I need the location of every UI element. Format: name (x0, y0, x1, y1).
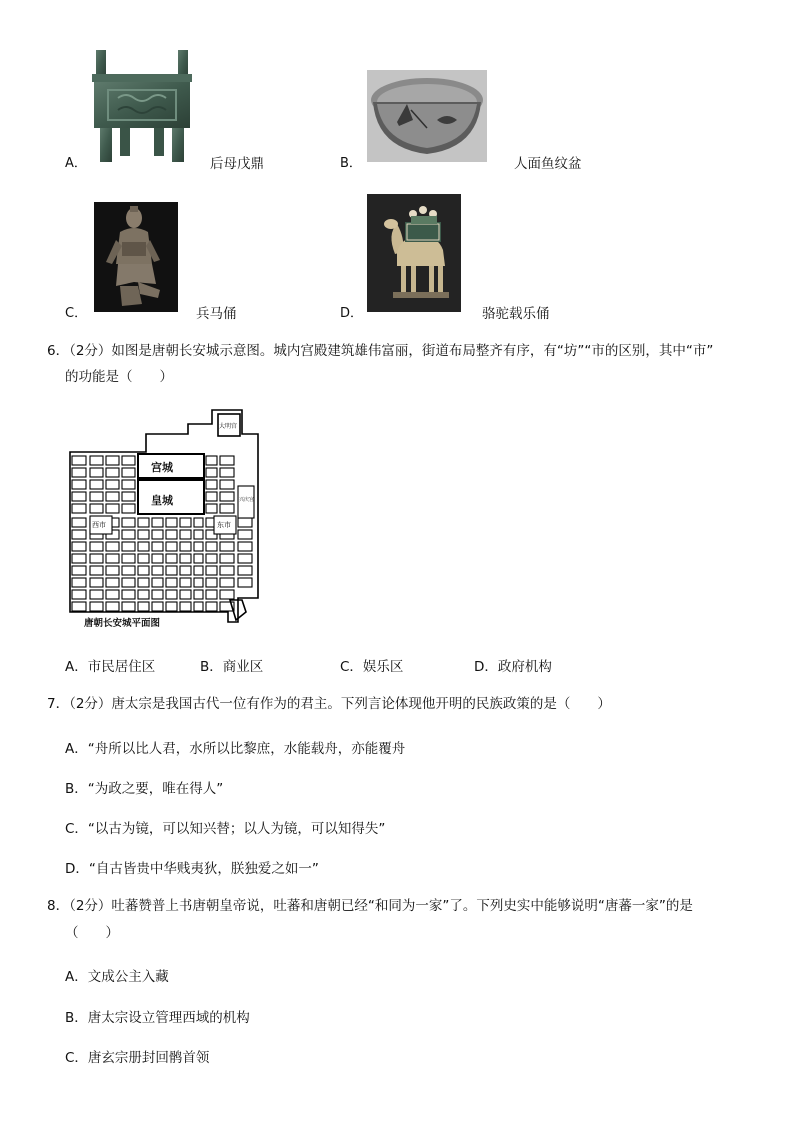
option-a: A．“舟所以比人君，水所以比黎庶，水能载舟，亦能覆舟 (65, 741, 406, 757)
city-ward (220, 566, 234, 575)
city-ward (122, 518, 135, 527)
city-map-graphic (66, 408, 264, 630)
city-ward (206, 590, 217, 599)
west-market-label: 西市 (92, 521, 106, 529)
city-ward (220, 542, 234, 551)
option-c: C．“以古为镜，可以知兴替；以人为镜，可以知得失” (65, 821, 386, 837)
city-ward (90, 578, 103, 587)
city-ward (194, 530, 203, 539)
city-ward (72, 554, 86, 563)
option-letter: A． (65, 156, 87, 171)
option-c: C．唐玄宗册封回鹘首领 (65, 1050, 210, 1066)
city-ward (220, 578, 234, 587)
city-ward (194, 590, 203, 599)
map-caption: 唐朝长安城平面图 (84, 618, 161, 629)
option-d: D．“自古皆贵中华贱夷狄，朕独爱之如一” (65, 861, 319, 877)
east-market-label: 东市 (217, 521, 231, 529)
city-ward (122, 554, 135, 563)
city-ward (106, 456, 119, 465)
city-ward (220, 468, 234, 477)
city-ward (90, 504, 103, 513)
option-letter: D． (340, 306, 364, 321)
painted-pottery-basin-icon (367, 70, 487, 162)
option-caption: 人面鱼纹盆 (514, 156, 582, 172)
city-ward (166, 554, 177, 563)
city-ward (106, 602, 119, 611)
bronze-ding-icon (88, 46, 196, 164)
option-letter: B． (340, 156, 362, 171)
city-ward (122, 530, 135, 539)
city-ward (72, 578, 86, 587)
city-ward (206, 566, 217, 575)
city-ward (194, 602, 203, 611)
terracotta-warrior-icon (94, 202, 178, 312)
city-ward (106, 542, 119, 551)
city-ward (138, 542, 149, 551)
city-ward (166, 542, 177, 551)
city-ward (238, 554, 252, 563)
option-b: B．商业区 (200, 659, 264, 675)
city-ward (138, 590, 149, 599)
city-ward (152, 590, 163, 599)
city-ward (206, 542, 217, 551)
city-ward (122, 542, 135, 551)
city-ward (180, 602, 191, 611)
city-ward (122, 480, 135, 489)
city-ward (152, 602, 163, 611)
city-ward (238, 518, 252, 527)
city-ward (180, 566, 191, 575)
option-b: B．唐太宗设立管理西域的机构 (65, 1010, 250, 1026)
city-ward (206, 554, 217, 563)
city-ward (238, 542, 252, 551)
city-ward (206, 492, 217, 501)
city-ward (90, 602, 103, 611)
city-ward (106, 468, 119, 477)
city-ward (180, 578, 191, 587)
city-ward (72, 468, 86, 477)
city-ward (106, 590, 119, 599)
daming-palace-label: 大明宫 (219, 423, 238, 430)
city-ward (206, 504, 217, 513)
city-ward (194, 566, 203, 575)
camel-musicians-figurine-icon (367, 194, 461, 312)
city-ward (72, 492, 86, 501)
city-ward (220, 554, 234, 563)
city-ward (106, 554, 119, 563)
city-ward (166, 578, 177, 587)
city-ward (122, 468, 135, 477)
city-ward (90, 542, 103, 551)
city-ward (166, 602, 177, 611)
city-ward (72, 530, 86, 539)
city-ward (90, 468, 103, 477)
city-ward (138, 518, 149, 527)
city-ward (122, 590, 135, 599)
city-ward (194, 542, 203, 551)
city-ward (180, 542, 191, 551)
city-ward (206, 468, 217, 477)
city-ward (122, 578, 135, 587)
imperial-city-label: 皇城 (151, 494, 173, 507)
city-ward (138, 566, 149, 575)
city-ward (72, 480, 86, 489)
city-ward (138, 554, 149, 563)
city-ward (90, 492, 103, 501)
city-ward (166, 566, 177, 575)
city-ward (90, 480, 103, 489)
city-ward (90, 590, 103, 599)
city-ward (138, 602, 149, 611)
city-ward (152, 542, 163, 551)
city-ward (138, 530, 149, 539)
city-ward (106, 578, 119, 587)
city-ward (106, 504, 119, 513)
option-caption: 兵马俑 (196, 306, 237, 322)
city-ward (122, 504, 135, 513)
question-stem-line: 8．（2分）吐蕃赞普上书唐朝皇帝说，吐蕃和唐朝已经“和同为一家”了。下列史实中能够说明“唐蕃一家”的是 (47, 898, 693, 914)
city-ward (90, 456, 103, 465)
city-ward (194, 578, 203, 587)
option-a: A．市民居住区 (65, 659, 156, 675)
city-ward (238, 566, 252, 575)
city-ward (180, 554, 191, 563)
option-b: B．“为政之要，唯在得人” (65, 781, 224, 797)
city-ward (122, 456, 135, 465)
city-ward (72, 590, 86, 599)
city-ward (220, 480, 234, 489)
city-ward (152, 566, 163, 575)
city-ward (166, 518, 177, 527)
city-ward (206, 602, 217, 611)
option-caption: 后母戊鼎 (210, 156, 264, 172)
city-ward (206, 456, 217, 465)
city-ward (180, 518, 191, 527)
question-stem-line: 7．（2分）唐太宗是我国古代一位有作为的君主。下列言论体现他开明的民族政策的是（ ） (47, 696, 611, 712)
palace-city-label: 宫城 (151, 461, 173, 474)
option-d: D．政府机构 (474, 659, 552, 675)
city-ward (152, 530, 163, 539)
city-ward (72, 602, 86, 611)
xingqing-palace-label: 兴庆宫 (239, 497, 255, 503)
question-stem-line: 6．（2分）如图是唐朝长安城示意图。城内宫殿建筑雄伟富丽，街道布局整齐有序，有“坊”“市的区别，其中“市” (47, 343, 714, 359)
city-ward (106, 480, 119, 489)
city-ward (122, 602, 135, 611)
changan-city-map (66, 408, 264, 630)
city-ward (122, 566, 135, 575)
city-ward (72, 456, 86, 465)
city-ward (122, 492, 135, 501)
city-ward (206, 480, 217, 489)
city-ward (238, 578, 252, 587)
city-ward (72, 566, 86, 575)
city-ward (106, 492, 119, 501)
city-ward (166, 590, 177, 599)
city-ward (152, 554, 163, 563)
city-ward (206, 578, 217, 587)
question-stem-line: 的功能是（ ） (65, 369, 173, 385)
city-ward (90, 554, 103, 563)
city-ward (152, 578, 163, 587)
city-ward (180, 590, 191, 599)
city-ward (220, 456, 234, 465)
city-ward (72, 518, 86, 527)
city-ward (194, 518, 203, 527)
city-ward (90, 566, 103, 575)
city-ward (220, 590, 234, 599)
question-stem-line: （ ） (65, 925, 119, 941)
city-ward (194, 554, 203, 563)
city-ward (180, 530, 191, 539)
option-c: C．娱乐区 (340, 659, 404, 675)
option-a: A．文成公主入藏 (65, 969, 169, 985)
option-caption: 骆驼载乐俑 (482, 306, 550, 322)
city-ward (238, 530, 252, 539)
city-ward (106, 566, 119, 575)
city-ward (152, 518, 163, 527)
option-letter: C． (65, 306, 88, 321)
city-ward (166, 530, 177, 539)
city-ward (72, 542, 86, 551)
city-ward (220, 492, 234, 501)
city-ward (220, 504, 234, 513)
city-ward (138, 578, 149, 587)
city-ward (72, 504, 86, 513)
